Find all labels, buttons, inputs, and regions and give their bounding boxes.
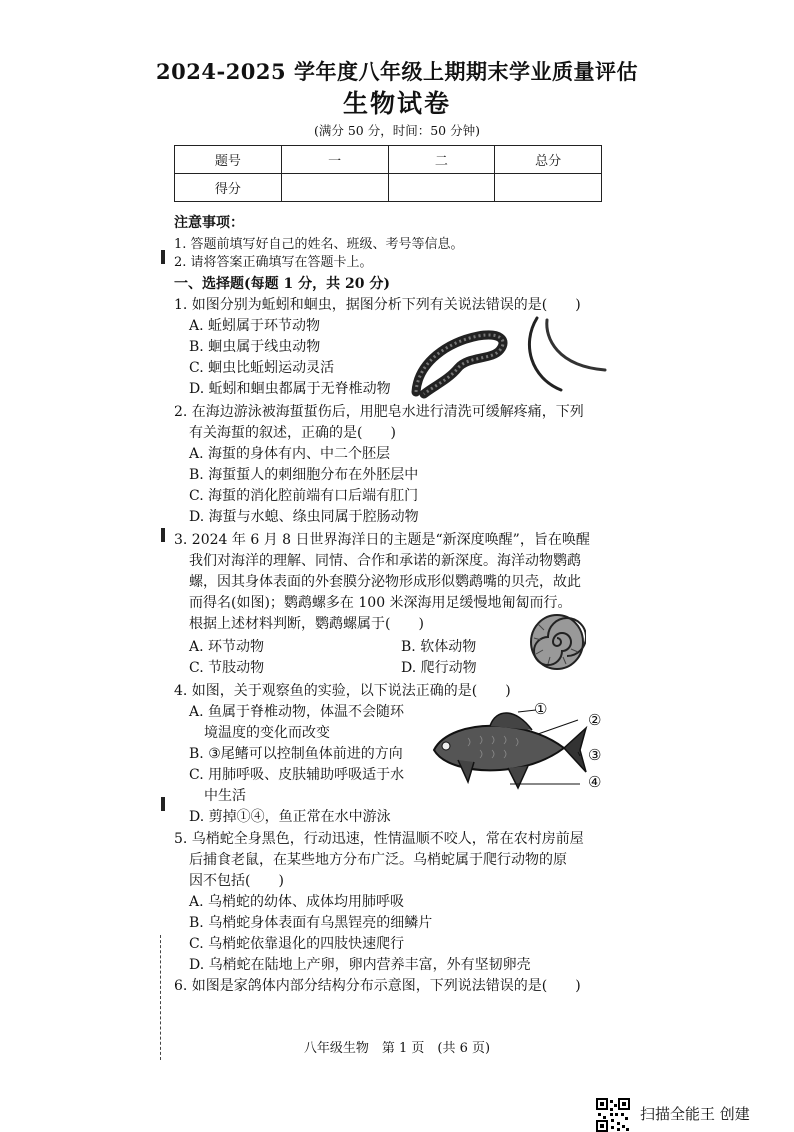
question-stem: 后捕食老鼠，在某些地方分布广泛。乌梢蛇属于爬行动物的原 — [189, 852, 567, 868]
option: B. 乌梢蛇身体表面有乌黑锃亮的细鳞片 — [189, 915, 433, 931]
roundworm-image — [517, 314, 607, 394]
score-table-score-row — [175, 174, 602, 202]
option: D. 爬行动物 — [401, 660, 477, 676]
question-stem: 3. 2024 年 6 月 8 日世界海洋日的主题是“新深度唤醒”，旨在唤醒 — [174, 532, 590, 548]
exam-meta: (满分 50 分，时间：50 分钟) — [314, 123, 480, 138]
option: B. ③尾鳍可以控制鱼体前进的方向 — [189, 746, 403, 762]
option: C. 蛔虫比蚯蚓运动灵活 — [189, 360, 335, 376]
question-stem: 2. 在海边游泳被海蜇蜇伤后，用肥皂水进行清洗可缓解疼痛，下列 — [174, 404, 584, 420]
question-stem: 6. 如图是家鸽体内部分结构分布示意图，下列说法错误的是( ) — [174, 978, 581, 994]
option: A. 海蜇的身体有内、中二个胚层 — [189, 446, 391, 462]
fish-image — [428, 698, 588, 798]
option: C. 节肢动物 — [189, 660, 265, 676]
notice-heading: 注意事项： — [174, 215, 244, 231]
score-table-cell: 二 — [388, 146, 495, 174]
option: 中生活 — [204, 788, 246, 804]
score-input-cell — [281, 174, 388, 202]
fish-label-2: ② — [588, 711, 602, 729]
nautilus-shell-image — [528, 612, 586, 672]
option: A. 乌梢蛇的幼体、成体均用肺呼吸 — [189, 894, 405, 910]
question-stem: 有关海蜇的叙述，正确的是( ) — [189, 425, 396, 441]
option: A. 环节动物 — [189, 639, 265, 655]
option: D. 剪掉①④，鱼正常在水中游泳 — [189, 809, 391, 825]
scan-mark — [161, 797, 165, 811]
option: C. 海蜇的消化腔前端有口后端有肛门 — [189, 488, 419, 504]
option: A. 鱼属于脊椎动物，体温不会随环 — [189, 704, 405, 720]
option: D. 乌梢蛇在陆地上产卵，卵内营养丰富，外有坚韧卵壳 — [189, 957, 531, 973]
exam-title: 2024-2025 学年度八年级上期期末学业质量评估 — [156, 59, 638, 84]
question-stem: 而得名(如图)；鹦鹉螺多在 100 米深海用足缓慢地匍匐而行。 — [189, 595, 572, 611]
score-table-cell: 题号 — [175, 146, 282, 174]
fish-label-4: ④ — [588, 773, 602, 791]
option: D. 海蜇与水螅、绦虫同属于腔肠动物 — [189, 509, 419, 525]
score-table — [174, 145, 602, 202]
option: A. 蚯蚓属于环节动物 — [189, 318, 321, 334]
score-table-header-row — [175, 146, 602, 174]
question-stem: 4. 如图，关于观察鱼的实验，以下说法正确的是( ) — [174, 683, 511, 699]
score-table-cell: 一 — [281, 146, 388, 174]
earthworm-image — [408, 312, 514, 402]
question-stem: 因不包括( ) — [189, 873, 284, 889]
notice-item: 2. 请将答案正确填写在答题卡上。 — [174, 255, 373, 270]
scan-mark — [161, 528, 165, 542]
question-stem: 根据上述材料判断，鹦鹉螺属于( ) — [189, 616, 424, 632]
qr-code-icon — [596, 1098, 630, 1132]
option: 境温度的变化而改变 — [204, 725, 330, 741]
score-input-cell — [388, 174, 495, 202]
score-table-cell: 得分 — [175, 174, 282, 202]
question-stem: 我们对海洋的理解、同情、合作和承诺的新深度。海洋动物鹦鹉 — [189, 553, 581, 569]
subject-title: 生物试卷 — [342, 89, 451, 118]
question-stem: 1. 如图分别为蚯蚓和蛔虫，据图分析下列有关说法错误的是( ) — [174, 297, 581, 313]
option: C. 乌梢蛇依靠退化的四肢快速爬行 — [189, 936, 405, 952]
question-stem: 5. 乌梢蛇全身黑色，行动迅速，性情温顺不咬人，常在农村房前屋 — [174, 831, 584, 847]
option: B. 软体动物 — [401, 639, 477, 655]
fish-label-1: ① — [534, 700, 548, 718]
section-title: 一、选择题(每题 1 分，共 20 分) — [174, 276, 390, 292]
page-footer: 八年级生物 第 1 页 (共 6 页) — [303, 1041, 491, 1056]
fish-label-3: ③ — [588, 746, 602, 764]
option: C. 用肺呼吸、皮肤辅助呼吸适于水 — [189, 767, 405, 783]
question-stem: 螺，因其身体表面的外套膜分泌物形成形似鹦鹉嘴的贝壳，故此 — [189, 574, 581, 590]
notice-item: 1. 答题前填写好自己的姓名、班级、考号等信息。 — [174, 237, 464, 252]
scanner-watermark: 扫描全能王 创建 — [640, 1105, 750, 1123]
scan-mark — [161, 250, 165, 264]
option: B. 蛔虫属于线虫动物 — [189, 339, 321, 355]
score-table-cell: 总分 — [495, 146, 602, 174]
score-input-cell — [495, 174, 602, 202]
option: B. 海蜇蜇人的刺细胞分布在外胚层中 — [189, 467, 419, 483]
option: D. 蚯蚓和蛔虫都属于无脊椎动物 — [189, 381, 391, 397]
